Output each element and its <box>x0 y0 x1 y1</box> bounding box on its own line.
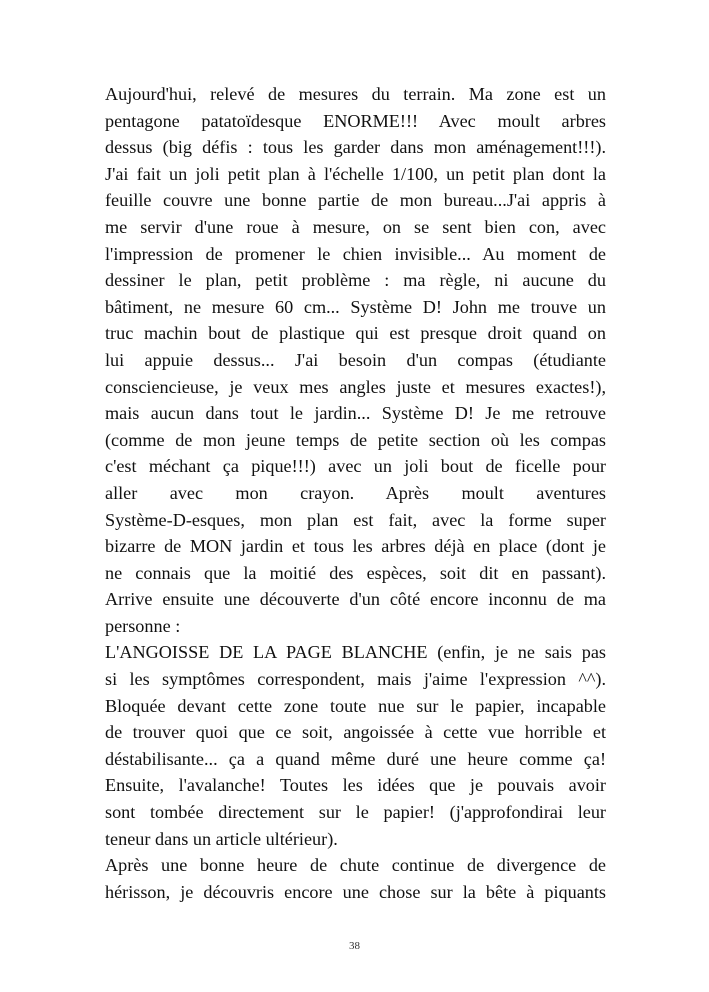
text-line: consciencieuse, je veux mes angles juste et mesures exactes!), <box>105 376 606 397</box>
text-line: c'est méchant ça pique!!!) avec un joli bout de ficelle pour <box>105 456 606 477</box>
text-line: Arrive ensuite une découverte d'un côté encore inconnu de ma <box>105 589 606 610</box>
text-line: Système-D-esques, mon plan est fait, avec la forme super <box>105 509 606 530</box>
text-line: (comme de mon jeune temps de petite section où les compas <box>105 429 606 450</box>
text-line: dessus (big défis : tous les garder dans mon aménagement!!!). <box>105 137 606 158</box>
text-line: feuille couvre une bonne partie de mon bureau...J'ai appris à <box>105 190 606 211</box>
text-line: déstabilisante... ça a quand même duré une heure comme ça! <box>105 748 606 769</box>
text-line: teneur dans un article ultérieur). <box>105 828 338 849</box>
text-line: l'impression de promener le chien invisible... Au moment de <box>105 243 606 264</box>
text-line: mais aucun dans tout le jardin... Système D! Je me retrouve <box>105 403 606 424</box>
text-line: J'ai fait un joli petit plan à l'échelle 1/100, un petit plan dont la <box>105 163 606 184</box>
text-line: pentagone patatoïdesque ENORME!!! Avec moult arbres <box>105 110 606 131</box>
text-line: ne connais que la moitié des espèces, soit dit en passant). <box>105 562 606 583</box>
text-line: Ensuite, l'avalanche! Toutes les idées que je pouvais avoir <box>105 775 606 796</box>
text-line: personne : <box>105 615 181 636</box>
text-line: Bloquée devant cette zone toute nue sur le papier, incapable <box>105 695 606 716</box>
text-line: aller avec mon crayon. Après moult aventures <box>105 482 606 503</box>
text-line: hérisson, je découvris encore une chose sur la bête à piquants <box>105 881 606 902</box>
text-line: L'ANGOISSE DE LA PAGE BLANCHE (enfin, je ne sais pas <box>105 642 606 663</box>
text-line: Après une bonne heure de chute continue de divergence de <box>105 855 606 876</box>
text-line: si les symptômes correspondent, mais j'aime l'expression ^^). <box>105 669 606 690</box>
body-text <box>105 81 606 905</box>
text-line: dessiner le plan, petit problème : ma règle, ni aucune du <box>105 270 606 291</box>
text-line: sont tombée directement sur le papier! (j'approfondirai leur <box>105 802 606 823</box>
text-line: me servir d'une roue à mesure, on se sent bien con, avec <box>105 216 606 237</box>
text-line: truc machin bout de plastique qui est presque droit quand on <box>105 323 606 344</box>
text-line: Aujourd'hui, relevé de mesures du terrain. Ma zone est un <box>105 84 606 104</box>
page-number: 38 <box>349 940 360 952</box>
text-line: de trouver quoi que ce soit, angoissée à cette vue horrible et <box>105 722 606 743</box>
text-line: bizarre de MON jardin et tous les arbres déjà en place (dont je <box>105 536 606 557</box>
text-line: lui appuie dessus... J'ai besoin d'un compas (étudiante <box>105 349 606 370</box>
text-line: bâtiment, ne mesure 60 cm... Système D! John me trouve un <box>105 296 606 317</box>
